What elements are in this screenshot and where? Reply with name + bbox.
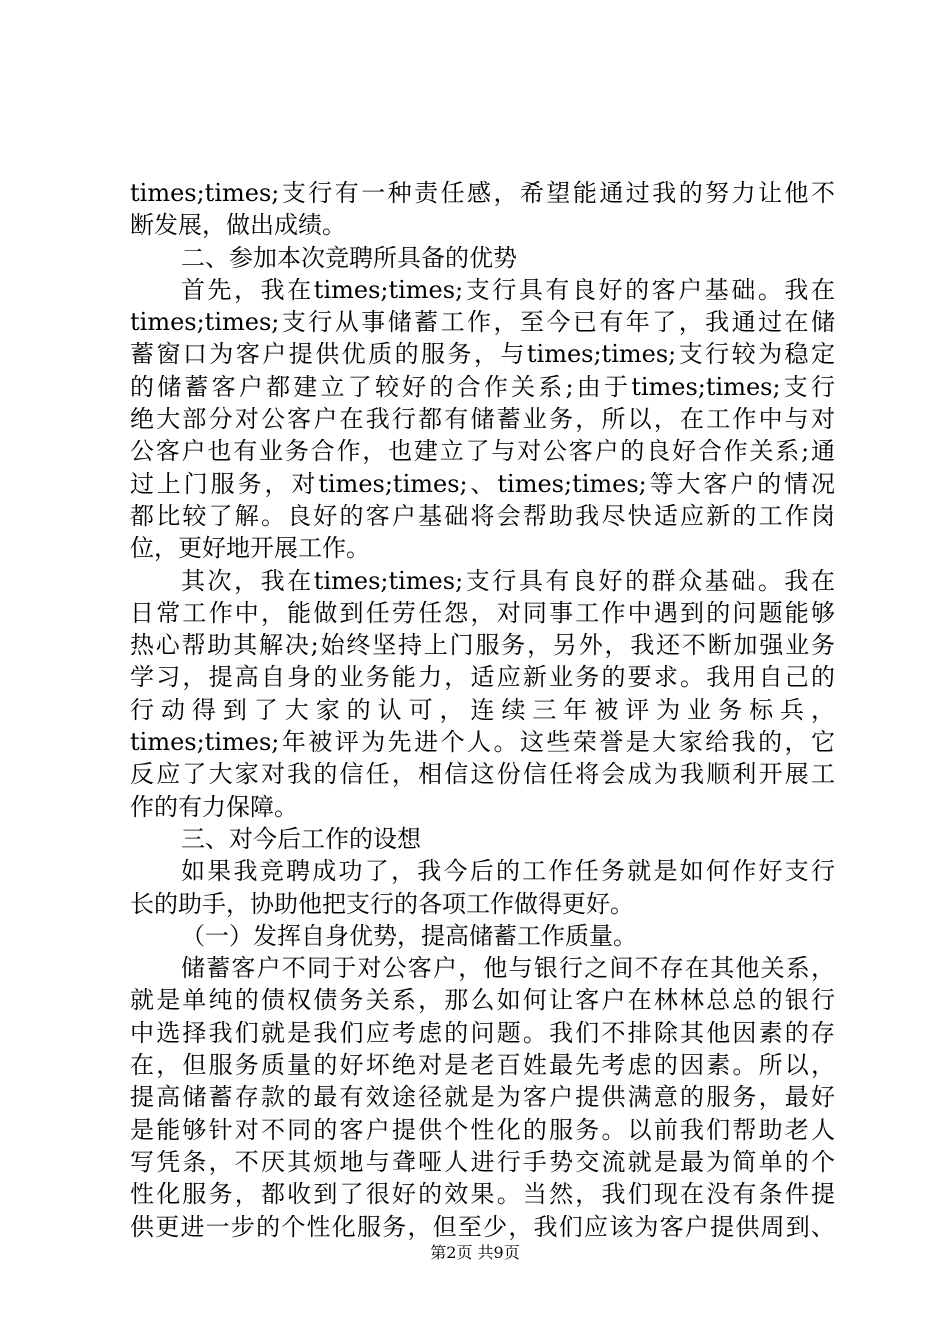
text-line: 过上门服务，对times;times;、times;times;等大客户的情况 xyxy=(130,469,835,498)
text-line: 的储蓄客户都建立了较好的合作关系;由于times;times;支行 xyxy=(130,372,835,401)
text-line: 储蓄客户不同于对公客户，他与银行之间不存在其他关系， xyxy=(181,954,835,983)
page-footer xyxy=(0,1243,950,1263)
text-line: 行动得到了大家的认可，连续三年被评为业务标兵， xyxy=(130,695,835,724)
text-line: 绝大部分对公客户在我行都有储蓄业务，所以，在工作中与对 xyxy=(130,405,835,434)
text-line: 断发展，做出成绩。 xyxy=(130,211,346,240)
text-line: 中选择我们就是我们应考虑的问题。我们不排除其他因素的存 xyxy=(130,1018,835,1047)
text-line: 在，但服务质量的好坏绝对是老百姓最先考虑的因素。所以， xyxy=(130,1051,835,1080)
text-line: 长的助手，协助他把支行的各项工作做得更好。 xyxy=(130,889,634,918)
text-line: 就是单纯的债权债务关系，那么如何让客户在林林总总的银行 xyxy=(130,986,835,1015)
text-line: 提高储蓄存款的最有效途径就是为客户提供满意的服务，最好 xyxy=(130,1083,835,1112)
body-text xyxy=(130,177,835,1243)
text-line: 其次，我在times;times;支行具有良好的群众基础。我在 xyxy=(181,566,835,595)
section-heading: 二、参加本次竞聘所具备的优势 xyxy=(181,243,517,272)
text-line: 供更进一步的个性化服务，但至少，我们应该为客户提供周到、 xyxy=(130,1212,835,1241)
text-line: 性化服务，都收到了很好的效果。当然，我们现在没有条件提 xyxy=(130,1180,835,1209)
text-line: 热心帮助其解决;始终坚持上门服务，另外，我还不断加强业务 xyxy=(130,631,835,660)
text-line: 学习，提高自身的业务能力，适应新业务的要求。我用自己的 xyxy=(130,663,835,692)
text-line: times;times;支行从事储蓄工作，至今已有年了，我通过在储 xyxy=(130,308,835,337)
text-line: 写凭条，不厌其烦地与聋哑人进行手势交流就是最为简单的个 xyxy=(130,1147,835,1176)
section-heading: 三、对今后工作的设想 xyxy=(181,824,421,853)
page-number: 第2页 共9页 xyxy=(430,1243,520,1262)
text-line: 蓄窗口为客户提供优质的服务，与times;times;支行较为稳定 xyxy=(130,340,835,369)
text-line: 反应了大家对我的信任，相信这份信任将会成为我顺利开展工 xyxy=(130,760,835,789)
subsection-heading: （一）发挥自身优势，提高储蓄工作质量。 xyxy=(181,921,637,950)
text-line: times;times;支行有一种责任感，希望能通过我的努力让他不 xyxy=(130,179,835,207)
text-line: 公客户也有业务合作，也建立了与对公客户的良好合作关系;通 xyxy=(130,437,835,466)
text-line: 首先，我在times;times;支行具有良好的客户基础。我在 xyxy=(181,275,835,304)
text-line: 如果我竞聘成功了，我今后的工作任务就是如何作好支行 xyxy=(181,857,835,886)
text-line: times;times;年被评为先进个人。这些荣誉是大家给我的，它 xyxy=(130,728,835,757)
text-line: 是能够针对不同的客户提供个性化的服务。以前我们帮助老人 xyxy=(130,1115,835,1144)
text-line: 都比较了解。良好的客户基础将会帮助我尽快适应新的工作岗 xyxy=(130,501,835,530)
text-line: 位，更好地开展工作。 xyxy=(130,534,370,563)
text-line: 日常工作中，能做到任劳任怨，对同事工作中遇到的问题能够 xyxy=(130,598,835,627)
text-line: 作的有力保障。 xyxy=(130,792,298,821)
